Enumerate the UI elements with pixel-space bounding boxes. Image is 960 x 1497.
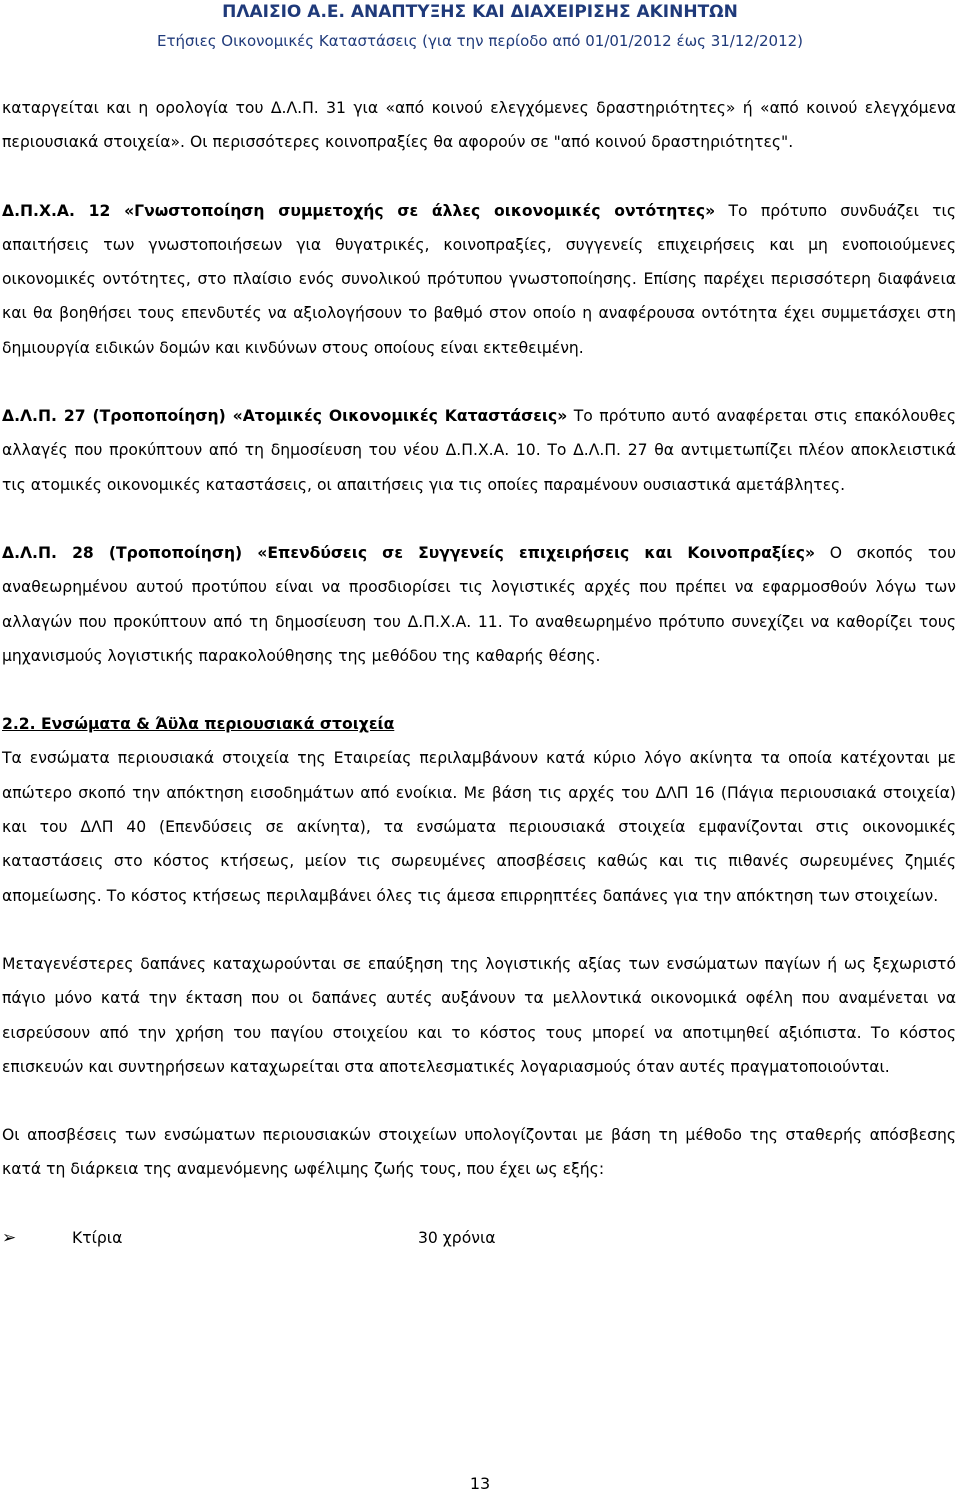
ifrs12-heading: Δ.Π.Χ.Α. 12 «Γνωστοποίηση συμμετοχής σε άλλες οικονομικές οντότητες»	[2, 201, 716, 220]
list-item-label: Κτίρια	[72, 1228, 123, 1247]
report-subtitle: Ετήσιες Οικονομικές Καταστάσεις (για την περίοδο από 01/01/2012 έως 31/12/2012)	[156, 32, 804, 50]
paragraph-ias27	[2, 399, 956, 502]
paragraph-continuation: καταργείται και η ορολογία του Δ.Λ.Π. 31 για «από κοινού ελεγχόμενες δραστηριότητες» ή «από κοινού ελεγχόμενα περιουσιακά στοιχεία». Οι περισσότερες κοινοπραξίες θα αφορούν σε "από κοινού δραστηριότητες".	[2, 99, 956, 152]
paragraph-subsequent-costs: Μεταγενέστερες δαπάνες καταχωρούνται σε επαύξηση της λογιστικής αξίας των ενσώματων παγίων ή ως ξεχωριστό πάγιο μόνο κατά την έκταση που οι δαπάνες αυτές αυξάνουν τα μελλοντικά οικονομικά οφέλη που αναμένεται να εισρεύσουν από την χρήση του παγίου στοιχείου και το κόστος τους μπορεί να αποτιμηθεί αξιόπιστα. Το κόστος επισκευών και συντηρήσεων καταχωρείται στα αποτελεσματικές λογαριασμούς όταν αυτές πραγματοποιούνται.	[2, 954, 956, 1076]
page-number: 13	[469, 1474, 491, 1493]
section-heading-text: 2.2. Ενσώματα & Άϋλα περιουσιακά στοιχεία	[2, 715, 395, 734]
ias28-text: Ο σκοπός του αναθεωρημένου αυτού προτύπου είναι να προσδιορίσει τις λογιστικές αρχές που πρέπει να εφαρμοσθούν λόγω των αλλαγών που προκύπτουν από τη δημοσίευση του Δ.Π.Χ.Α. 11. Το αναθεωρημένο πρότυπο συνεχίζει να καθορίζει τους μηχανισμούς λογιστικής παρακολούθησης της μεθόδου της καθαρής θέσης.	[2, 543, 956, 665]
ias28-heading: Δ.Λ.Π. 28 (Τροποποίηση) «Επενδύσεις σε Συγγενείς επιχειρήσεις και Κοινοπραξίες»	[2, 543, 816, 562]
document-header	[0, 0, 960, 60]
paragraph-depreciation: Οι αποσβέσεις των ενσώματων περιουσιακών στοιχείων υπολογίζονται με βάση τη μέθοδο της σταθερής απόσβεσης κατά τη διάρκεια της αναμενόμενης ωφέλιμης ζωής τους, που έχει ως εξής:	[2, 1126, 956, 1179]
list-item-buildings	[2, 1221, 956, 1255]
ias27-heading: Δ.Λ.Π. 27 (Τροποποίηση) «Ατομικές Οικονομικές Καταστάσεις»	[2, 407, 568, 426]
document-body	[2, 91, 956, 1255]
list-item-value: 30 χρόνια	[418, 1228, 496, 1247]
ifrs12-text: Το πρότυπο συνδυάζει τις απαιτήσεις των γνωστοποιήσεων για θυγατρικές, κοινοπραξίες, συγγενείς επιχειρήσεις και μη ενοποιούμενες οικονομικές οντότητες, στο πλαίσιο ενός συνολικού πρότυπου γνωστοποίησης. Επίσης παρέχει περισσότερη διαφάνεια και θα βοηθήσει τους επενδυτές να αξιολογήσουν το βαθμό στον οποίο η αναφέρουσα οντότητα έχει συμμετάσχει στη δημιουργία ειδικών δομών και κινδύνων στους οποίους είναι εκτεθειμένη.	[2, 201, 956, 357]
section-heading	[2, 707, 956, 741]
paragraph-tangible-assets: Τα ενσώματα περιουσιακά στοιχεία της Εταιρείας περιλαμβάνουν κατά κύριο λόγο ακίνητα τα οποία κατέχονται με απώτερο σκοπό την απόκτηση εισοδημάτων από ενοίκια. Με βάση τις αρχές του ΔΛΠ 16 (Πάγια περιουσιακά στοιχεία) και του ΔΛΠ 40 (Επενδύσεις σε ακίνητα), τα ενσώματα περιουσιακά στοιχεία εμφανίζονται στις οικονομικές καταστάσεις στο κόστος κτήσεως, μείον τις σωρευμένες αποσβέσεις καθώς και τις πιθανές σωρευμένες ζημιές απομείωσης. Το κόστος κτήσεως περιλαμβάνει όλες τις άμεσα επιρρηπτέες δαπάνες για την απόκτηση των στοιχείων.	[2, 749, 956, 905]
arrow-bullet-icon: ➢	[2, 1227, 17, 1248]
paragraph-ias28	[2, 536, 956, 673]
company-title: ΠΛΑΙΣΙΟ Α.Ε. ΑΝΑΠΤΥΞΗΣ ΚΑΙ ΔΙΑΧΕΙΡΙΣΗΣ ΑΚΙΝΗΤΩΝ	[222, 2, 738, 22]
ias27-text: Το πρότυπο αυτό αναφέρεται στις επακόλουθες αλλαγές που προκύπτουν από τη δημοσίευση του νέου Δ.Π.Χ.Α. 10. Το Δ.Λ.Π. 27 θα αντιμετωπίζει πλέον αποκλειστικά τις ατομικές οικονομικές καταστάσεις, οι απαιτήσεις για τις οποίες παραμένουν ουσιαστικά αμετάβλητες.	[2, 407, 957, 494]
paragraph-ifrs12	[2, 194, 956, 365]
